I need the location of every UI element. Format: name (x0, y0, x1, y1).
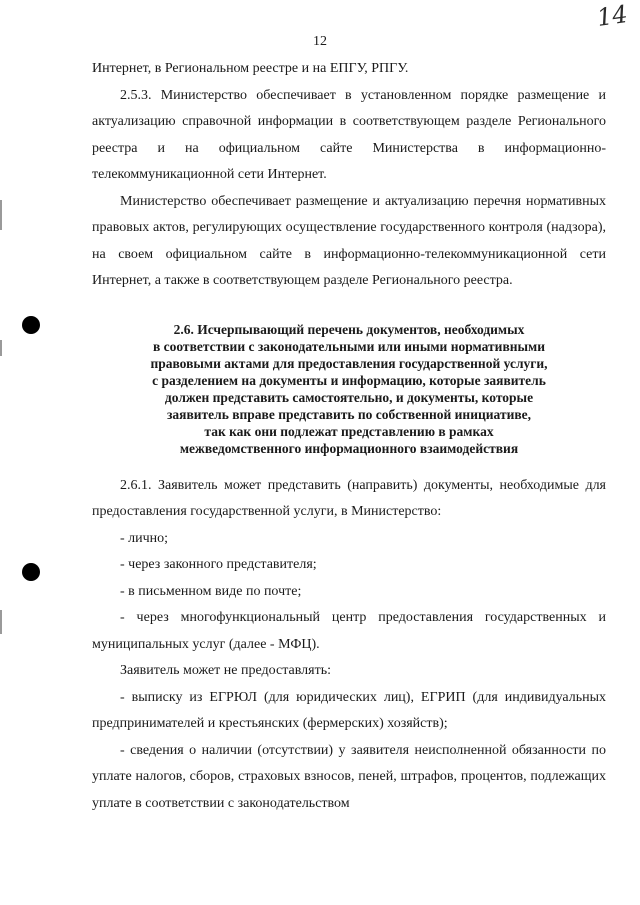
punch-hole-upper (22, 316, 40, 334)
handwritten-sheet-number: 14 (595, 0, 630, 32)
list-item-submission-way: - в письменном виде по почте; (120, 583, 302, 599)
heading-line: 2.6. Исчерпывающий перечень документов, необходимых (173, 321, 525, 337)
paragraph-2-5-3: 2.5.3. Министерство обеспечивает в установленном порядке размещение и актуализацию справочной информации в соответствующем разделе Регионального реестра и на официальном сайте Министерства в информационно-телекоммуникационной сети Интернет. (92, 87, 606, 182)
paragraph-npa-list: Министерство обеспечивает размещение и актуализацию перечня нормативных правовых актов, регулирующих осуществление государственного контроля (надзора), на своем официальном сайте в информационно-телекоммуникационной сети Интернет, а также в соответствующем разделе Регионального реестра. (92, 193, 606, 288)
list-item-submission-way: - через законного представителя; (120, 557, 317, 572)
punch-hole-lower (22, 563, 40, 581)
heading-line: заявитель вправе представить по собственной инициативе, (166, 406, 532, 422)
list-item-optional-document: - выписку из ЕГРЮЛ (для юридических лиц), ЕГРИП (для индивидуальных предпринимателей и крестьянских (фермерских) хозяйств); (92, 689, 606, 731)
heading-line: правовыми актами для предоставления государственной услуги, (150, 355, 548, 371)
scan-edge-mark (0, 200, 2, 230)
heading-line: с разделением на документы и информацию, которые заявитель (152, 372, 546, 388)
heading-line: межведомственного информационного взаимодействия (179, 440, 519, 456)
paragraph-2-6-1: 2.6.1. Заявитель может представить (направить) документы, необходимые для предоставления государственной услуги, в Министерство: (92, 477, 606, 519)
document-body (92, 56, 606, 817)
paragraph-may-not-provide: Заявитель может не предоставлять: (120, 663, 331, 678)
heading-line: должен представить самостоятельно, и документы, которые (164, 389, 534, 405)
list-item-submission-way: - через многофункциональный центр предоставления государственных и муниципальных услуг (далее - МФЦ). (92, 610, 606, 652)
section-heading-2-6 (92, 321, 606, 457)
paragraph-continuation: Интернет, в Региональном реестре и на ЕПГУ, РПГУ. (92, 61, 409, 76)
scan-edge-mark (0, 340, 2, 356)
heading-line: так как они подлежат представлению в рамках (204, 423, 494, 439)
list-item-optional-document: - сведения о наличии (отсутствии) у заявителя неисполненной обязанности по уплате налогов, сборов, страховых взносов, пеней, штрафов, процентов, подлежащих уплате в соответствии с законодательством (92, 742, 606, 811)
list-item-submission-way: - лично; (120, 530, 169, 546)
scan-edge-mark (0, 610, 2, 634)
page-number: 12 (313, 34, 327, 49)
heading-line: в соответствии с законодательными или иными нормативными (152, 338, 546, 354)
